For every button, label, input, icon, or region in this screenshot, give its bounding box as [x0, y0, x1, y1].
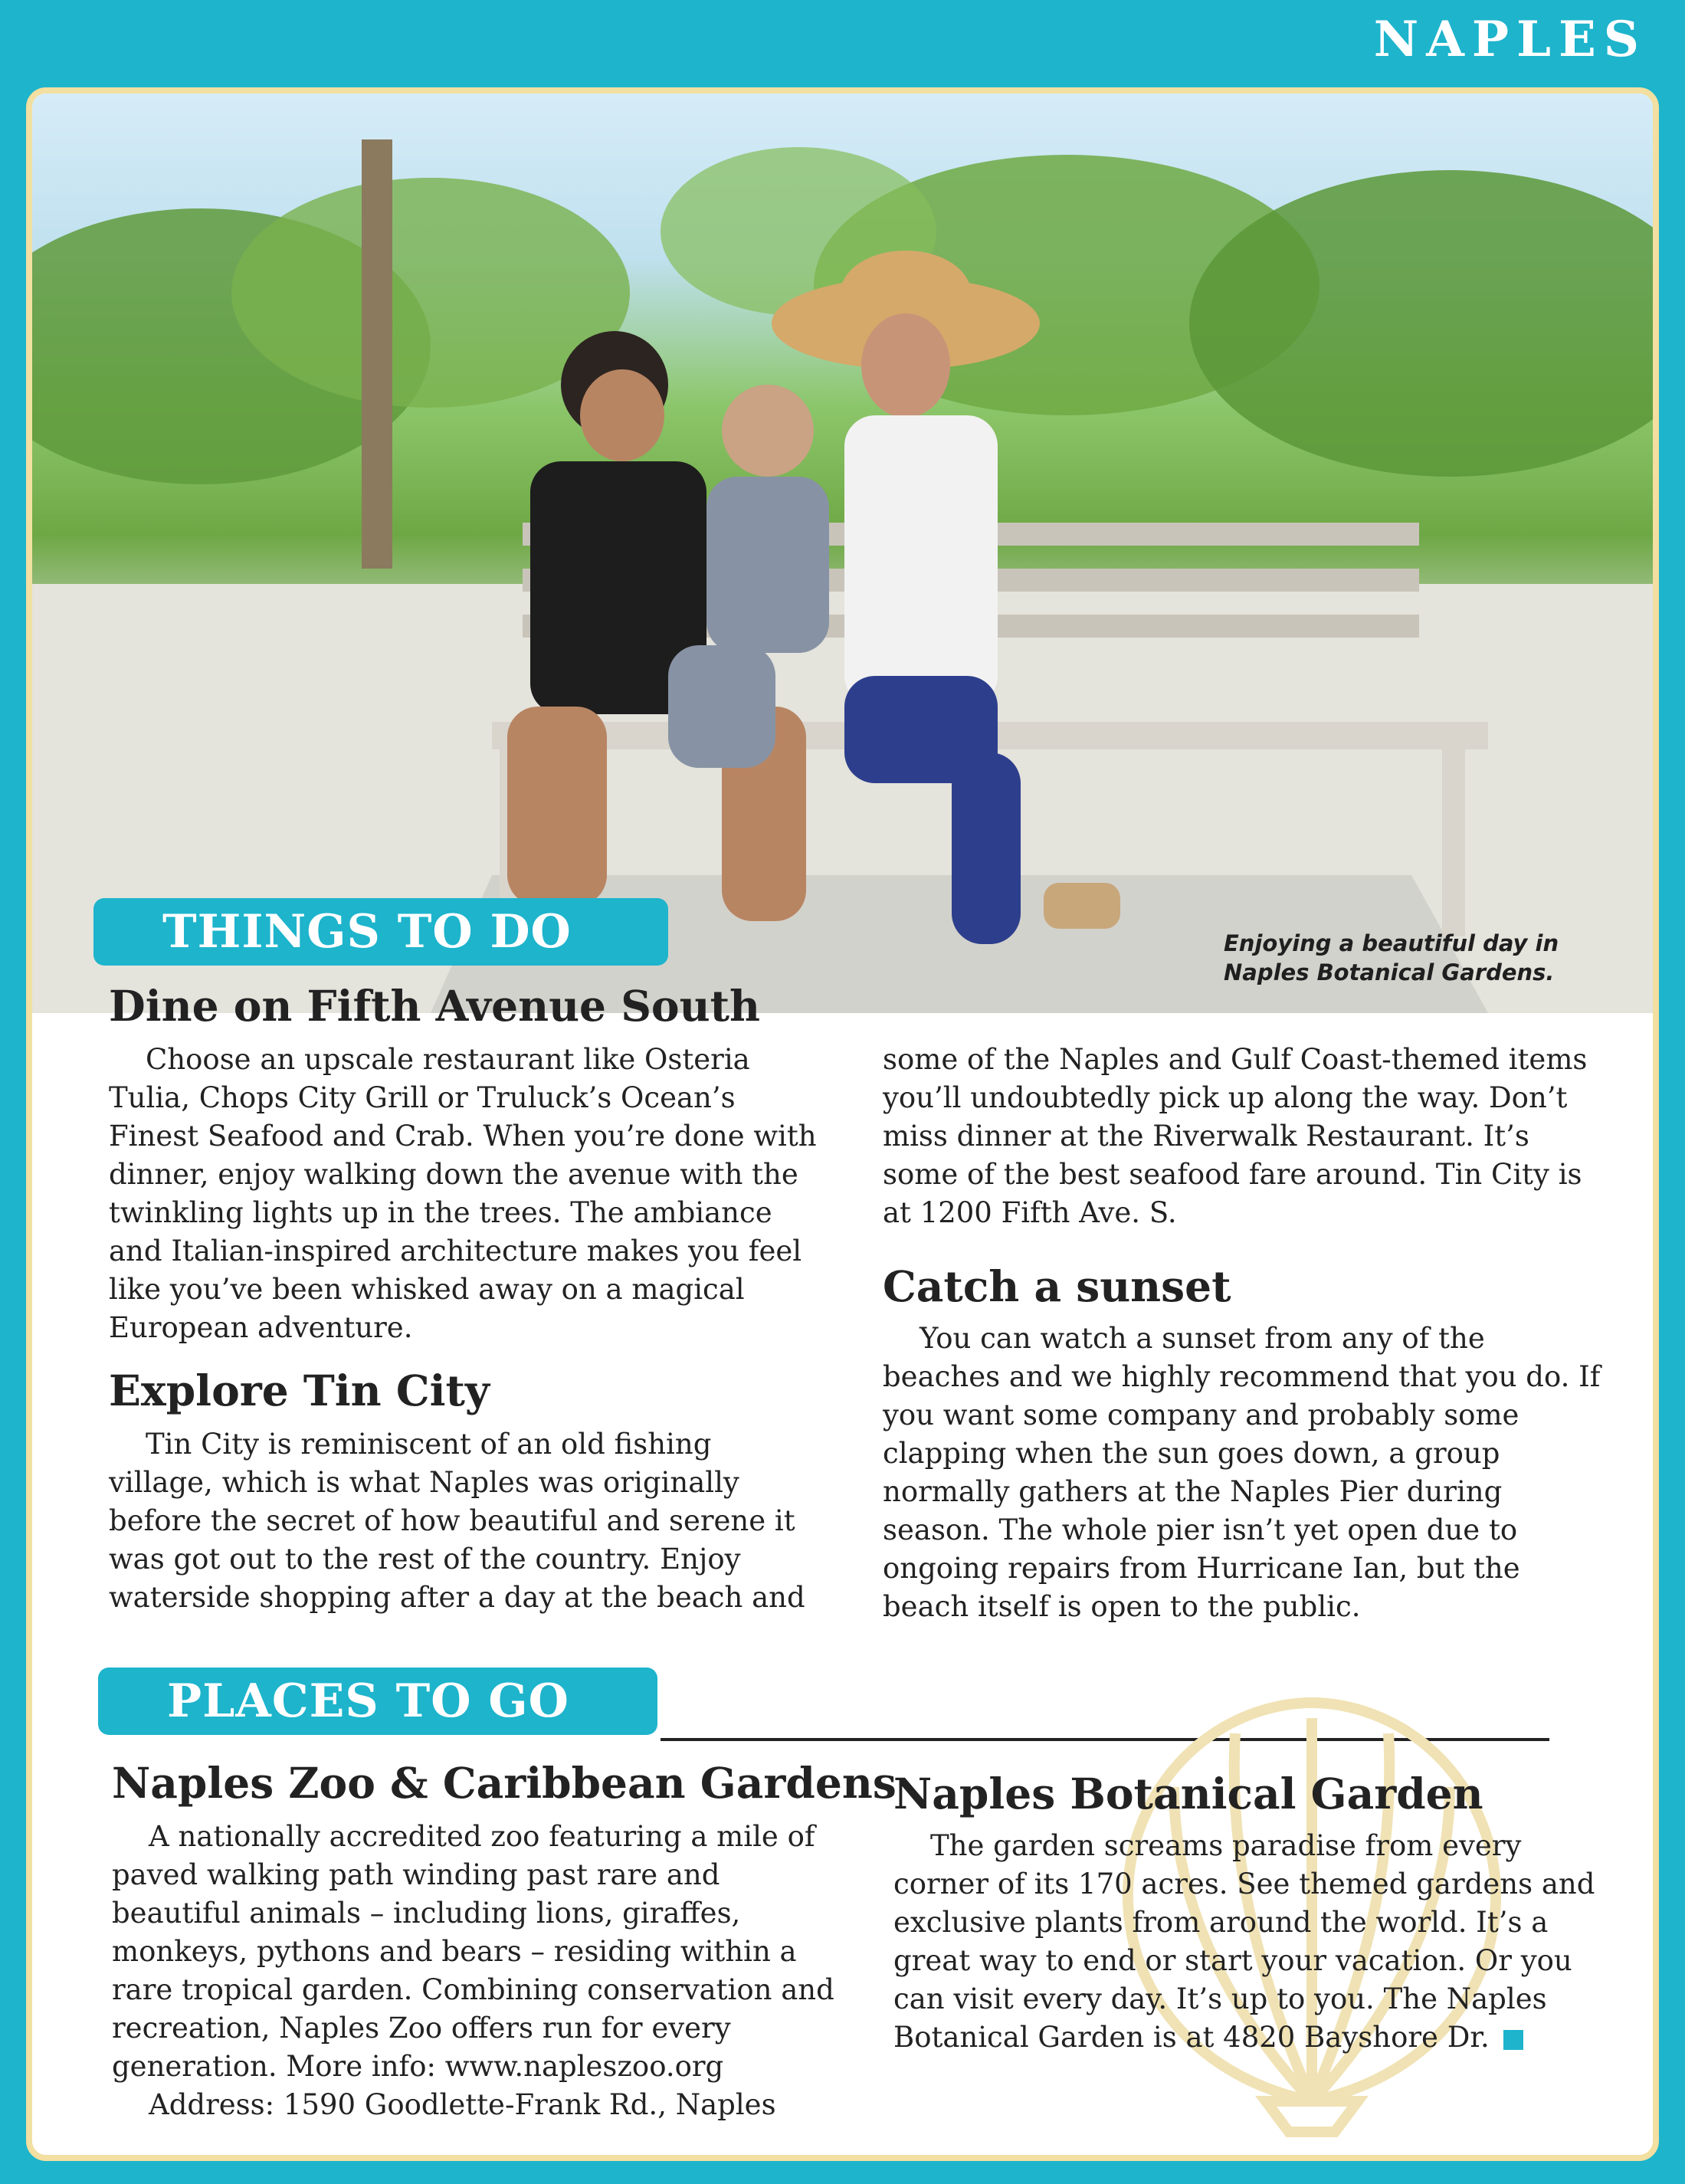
- tin-city-body: [109, 1425, 821, 1617]
- page-section-title: NAPLES: [1373, 11, 1647, 68]
- hero-photo: [32, 93, 1653, 1013]
- zoo-heading: Naples Zoo & Caribbean Gardens: [112, 1758, 897, 1808]
- zoo-address: Address: 1590 Goodlette-Frank Rd., Naples: [149, 2088, 776, 2121]
- dine-body: [109, 1041, 821, 1347]
- sunset-heading: Catch a sunset: [883, 1261, 1231, 1311]
- botanical-paragraph: [893, 1827, 1598, 2057]
- tin-city-paragraph: Tin City is reminiscent of an old fishing village, which is what Naples was originally before the secret of how beautiful and serene it was got out to the rest of the country. Enjoy waterside shopping after a day at the beach and: [109, 1428, 805, 1614]
- botanical-text: The garden screams paradise from every corner of its 170 acres. See themed gardens and exclusive plants from around the world. It’s a great way to end or start your vacation. Or you can visit every day. It’s up to you. The Naples Botanical Garden is at 4820 Bayshore Dr.: [893, 1829, 1595, 2054]
- zoo-body: [112, 1818, 847, 2124]
- tin-city-body-continued: [883, 1041, 1603, 1232]
- garden-scene-illustration: [32, 93, 1653, 1013]
- dine-heading: Dine on Fifth Avenue South: [109, 981, 760, 1031]
- sunset-body: [883, 1320, 1603, 1626]
- end-mark-icon: [1503, 2030, 1523, 2050]
- things-to-do-banner: THINGS TO DO: [93, 898, 668, 966]
- zoo-paragraph: A nationally accredited zoo featuring a mile of paved walking path winding past rare and beautiful animals – including lions, giraffes, monkeys, pythons and bears – residing within a rare tropical garden. Combining conservation and recreation, Naples Zoo offers run for every generation. More info: www.napleszoo.org: [112, 1820, 834, 2083]
- botanical-heading: Naples Botanical Garden: [893, 1769, 1483, 1818]
- tin-city-paragraph-continued: some of the Naples and Gulf Coast-themed items you’ll undoubtedly pick up along the way. Don’t miss dinner at the Riverwalk Restaurant. It’s some of the best seafood fare around. Tin City is at 1200 Fifth Ave. S.: [883, 1043, 1588, 1229]
- botanical-body: [893, 1827, 1598, 2057]
- dine-paragraph: Choose an upscale restaurant like Osteria Tulia, Chops City Grill or Truluck’s Ocean’s Finest Seafood and Crab. When you’re done with dinner, enjoy walking down the avenue with the twinkling lights up in the trees. The ambiance and Italian-inspired architecture makes you feel like you’ve been whisked away on a magical European adventure.: [109, 1043, 817, 1344]
- places-to-go-banner: PLACES TO GO: [98, 1668, 657, 1735]
- photo-caption: Enjoying a beautiful day in Naples Botanical Gardens.: [1224, 930, 1559, 985]
- tin-city-heading: Explore Tin City: [109, 1366, 490, 1415]
- article-card: [26, 87, 1659, 2161]
- sunset-paragraph: You can watch a sunset from any of the beaches and we highly recommend that you do. If you want some company and probably some clapping when the sun goes down, a group normally gathers at the Naples Pier during season. The whole pier isn’t yet open due to ongoing repairs from Hurricane Ian, but the beach itself is open to the public.: [883, 1322, 1601, 1623]
